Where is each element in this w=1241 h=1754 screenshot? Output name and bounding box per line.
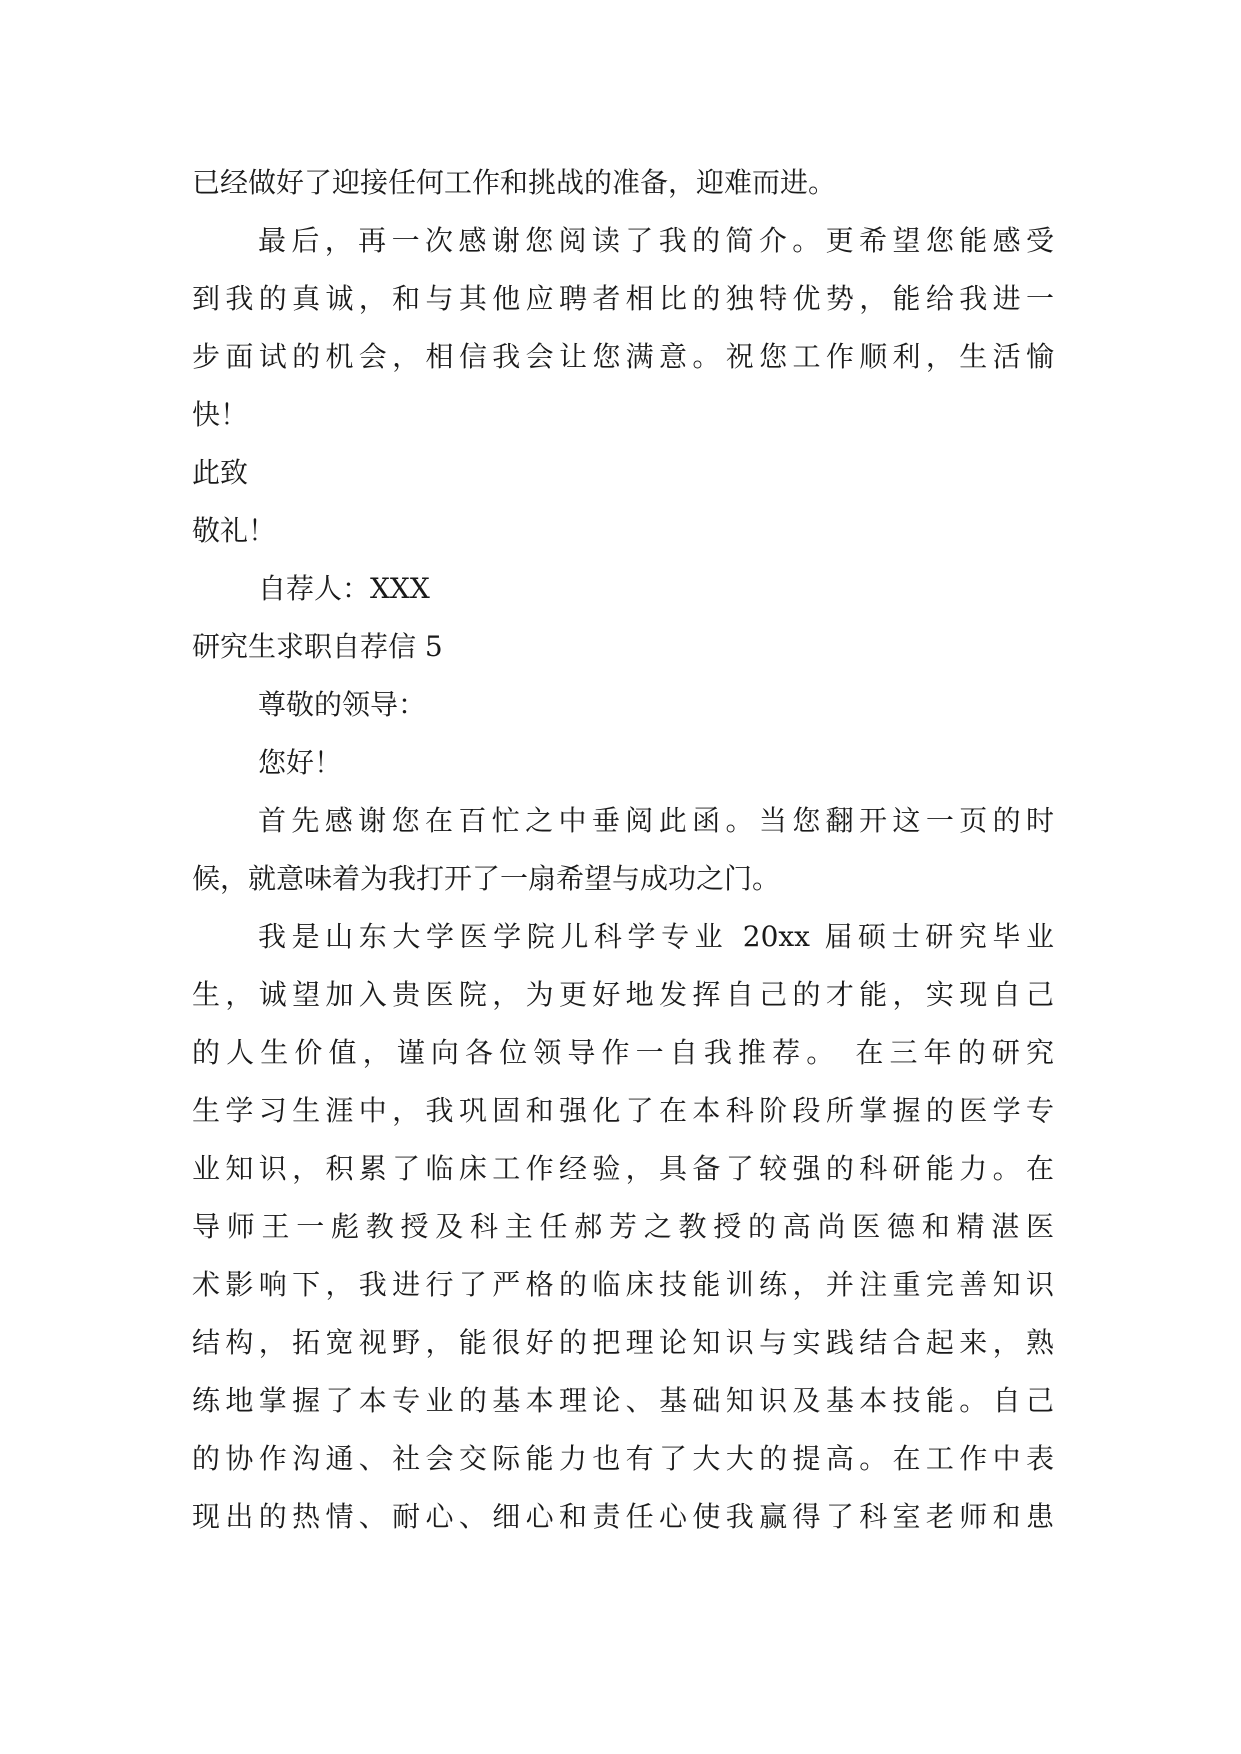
text-line: 您好！ xyxy=(258,746,343,779)
text-line: 我是山东大学医学院儿科学专业 20xx 届硕士研究毕业 xyxy=(258,920,1054,953)
text-line: 快！ xyxy=(192,398,249,431)
text-line: 练地掌握了本专业的基本理论、基础知识及基本技能。自己 xyxy=(192,1384,1054,1417)
text-line: 生学习生涯中，我巩固和强化了在本科阶段所掌握的医学专 xyxy=(192,1094,1054,1127)
text-line: 结构，拓宽视野，能很好的把理论知识与实践结合起来，熟 xyxy=(192,1326,1054,1359)
text-line: 生，诚望加入贵医院，为更好地发挥自己的才能，实现自己 xyxy=(192,978,1054,1011)
text-line: 候，就意味着为我打开了一扇希望与成功之门。 xyxy=(192,862,781,895)
text-line: 步面试的机会，相信我会让您满意。祝您工作顺利，生活愉 xyxy=(192,340,1054,373)
text-line: 尊敬的领导： xyxy=(258,688,427,721)
text-line: 敬礼！ xyxy=(192,514,277,547)
text-line: 此致 xyxy=(192,456,249,489)
text-line: 最后，再一次感谢您阅读了我的简介。更希望您能感受 xyxy=(258,224,1054,257)
text-line: 业知识，积累了临床工作经验，具备了较强的科研能力。在 xyxy=(192,1152,1054,1185)
letter-body xyxy=(192,154,1054,1546)
text-line: 已经做好了迎接任何工作和挑战的准备，迎难而进。 xyxy=(192,166,837,199)
text-line: 术影响下，我进行了严格的临床技能训练，并注重完善知识 xyxy=(192,1268,1054,1301)
text-line: 的人生价值，谨向各位领导作一自我推荐。 在三年的研究 xyxy=(192,1036,1054,1069)
text-line: 自荐人：XXX xyxy=(258,572,430,605)
text-line: 首先感谢您在百忙之中垂阅此函。当您翻开这一页的时 xyxy=(258,804,1054,837)
text-line: 研究生求职自荐信 5 xyxy=(192,630,443,663)
text-line: 现出的热情、耐心、细心和责任心使我赢得了科室老师和患 xyxy=(192,1500,1054,1533)
text-line: 的协作沟通、社会交际能力也有了大大的提高。在工作中表 xyxy=(192,1442,1054,1475)
text-line: 到我的真诚，和与其他应聘者相比的独特优势，能给我进一 xyxy=(192,282,1054,315)
text-line: 导师王一彪教授及科主任郝芳之教授的高尚医德和精湛医 xyxy=(192,1210,1054,1243)
